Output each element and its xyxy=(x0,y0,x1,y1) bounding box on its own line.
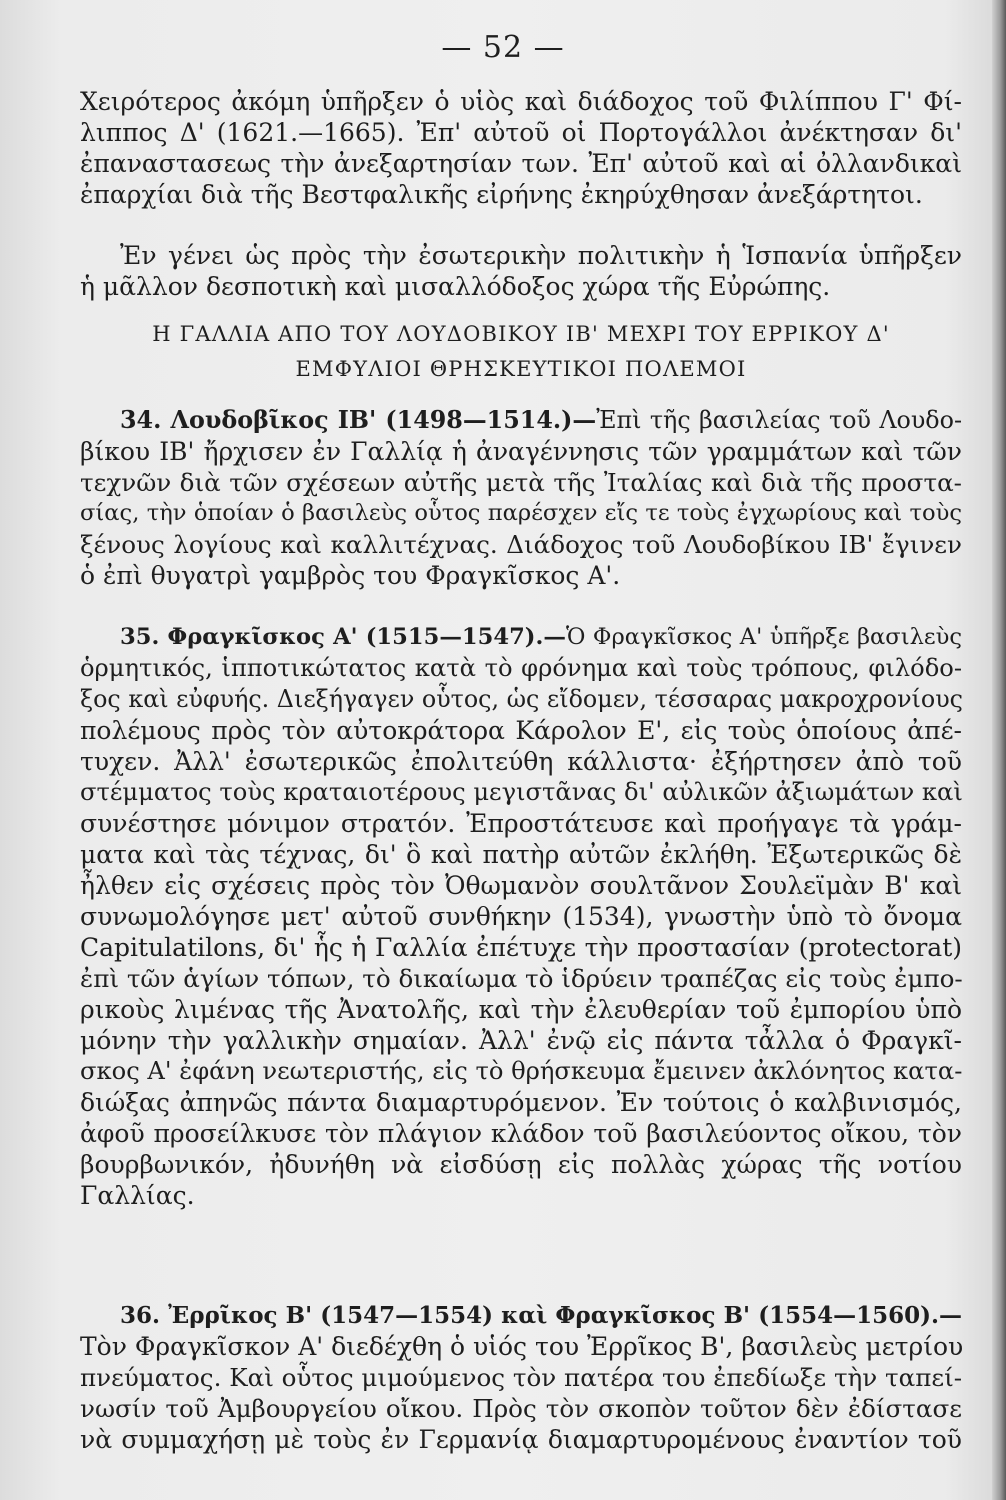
paragraph-spain-summary xyxy=(80,240,962,302)
text-line: Γαλλίας. xyxy=(80,1181,195,1210)
paragraph-philip-iv xyxy=(80,86,962,210)
text-line: βουρβωνικόν, ἠδυνήθη νὰ εἰσδύσῃ εἰς πολλὰς χώρας τῆς νοτίου xyxy=(80,1150,962,1179)
text-line: διώξας ἀπηνῶς πάντα διαμαρτυρόμενον. Ἐν τούτοις ὁ καλβινισμός, xyxy=(80,1088,962,1117)
text-line: πολέμους πρὸς τὸν αὐτοκράτορα Κάρολον Ε', εἰς τοὺς ὁποίους ἀπέ- xyxy=(80,716,962,745)
text-line: ὁ ἐπὶ θυγατρὶ γαμβρὸς του Φραγκῖσκος Α'. xyxy=(80,561,621,590)
text-line: νωσίν τοῦ Ἀμβουργείου οἴκου. Πρὸς τὸν σκοπὸν τοῦτον δὲν ἐδίστασε xyxy=(80,1394,962,1423)
text-line: ἐπὶ τῶν ἁγίων τόπων, τὸ δικαίωμα τὸ ἱδρύειν τραπέζας εἰς τοὺς ἐμπο- xyxy=(80,964,963,993)
chapter-heading-line-2: ΕΜΦΥΛΙΟΙ ΘΡΗΣΚΕΥΤΙΚΟΙ ΠΟΛΕΜΟΙ xyxy=(295,357,747,381)
section-35-first-line xyxy=(80,622,962,653)
text-line: βίκου ΙΒ' ἤρχισεν ἐν Γαλλίᾳ ἡ ἀναγέννησις τῶν γραμμάτων καὶ τῶν xyxy=(80,437,962,466)
section-36-title: 36. Ἐρρῖκος Β' (1547—1554) καὶ Φραγκῖσκος Β' (1554—1560).— xyxy=(120,1302,962,1329)
book-spine-shadow xyxy=(992,0,1006,1500)
text-line: ξος καὶ εὐφυής. Διεξήγαγεν οὗτος, ὡς εἴδομεν, τέσσαρας μακροχρονίους xyxy=(80,685,964,713)
text-line: στέμματος τοὺς κραταιοτέρους μεγιστᾶνας δι' αὐλικῶν ἀξιωμάτων καὶ xyxy=(80,778,963,806)
text-line: Τὸν Φραγκῖσκον Α' διεδέχθη ὁ υἱός του Ἐρρῖκος Β', βασιλεὺς μετρίου xyxy=(80,1332,964,1361)
text-line: ξένους λογίους καὶ καλλιτέχνας. Διάδοχος τοῦ Λουδοβίκου ΙΒ' ἔγινεν xyxy=(80,530,962,559)
text-line: ἡ μᾶλλον δεσποτικὴ καὶ μισαλλόδοξος χώρα τῆς Εὐρώπης. xyxy=(80,272,831,301)
section-34-title: 34. Λουδοβῖκος ΙΒ' (1498—1514.)— xyxy=(120,406,597,434)
text-line: σίας, τὴν ὁποίαν ὁ βασιλεὺς οὗτος παρέσχεν εἴς τε τοὺς ἐγχωρίους καὶ τοὺς xyxy=(80,500,962,526)
text-line: Χειρότερος ἀκόμη ὑπῆρξεν ὁ υἱὸς καὶ διάδοχος τοῦ Φιλίππου Γ' Φί- xyxy=(80,87,962,116)
text-line: ἦλθεν εἰς σχέσεις πρὸς τὸν Ὀθωμανὸν σουλτᾶνον Σουλεϊμὰν Β' καὶ xyxy=(80,871,962,900)
section-36 xyxy=(80,1300,962,1455)
section-34 xyxy=(80,405,962,591)
text-line: συνέστησε μόνιμον στρατόν. Ἐπροστάτευσε καὶ προήγαγε τὰ γράμ- xyxy=(80,809,962,838)
section-35-title: 35. Φραγκῖσκος Α' (1515—1547).— xyxy=(120,624,566,650)
text-line: ρικοὺς λιμένας τῆς Ἀνατολῆς, καὶ τὴν ἐλευθερίαν τοῦ ἐμπορίου ὑπὸ xyxy=(80,995,962,1024)
text-line: πνεύματος. Καὶ οὗτος μιμούμενος τὸν πατέρα του ἐπεδίωξε τὴν ταπεί- xyxy=(80,1363,963,1392)
chapter-heading-line-1: Η ΓΑΛΛΙΑ ΑΠΟ ΤΟΥ ΛΟΥΔΟΒΙΚΟΥ ΙΒ' ΜΕΧΡΙ ΤΟΥ ΕΡΡΙΚΟΥ Δ' xyxy=(152,322,890,346)
text-line: ματα καὶ τὰς τέχνας, δι' ὃ καὶ πατὴρ αὐτῶν ἐκλήθη. Ἐξωτερικῶς δὲ xyxy=(80,840,962,869)
page-number: — 52 — xyxy=(441,30,565,65)
section-35-first-text: Ὁ Φραγκῖσκος Α' ὑπῆρξε βασιλεὺς xyxy=(565,624,962,650)
text-line: ἐπαναστασεως τὴν ἀνεξαρτησίαν των. Ἐπ' αὐτοῦ καὶ αἱ ὀλλανδικαὶ xyxy=(80,149,962,178)
section-35 xyxy=(80,622,962,1211)
text-line: Ἐν γένει ὡς πρὸς τὴν ἐσωτερικὴν πολιτικὴν ἡ Ἱσπανία ὑπῆρξεν xyxy=(120,241,962,270)
text-line: ὁρμητικός, ἱπποτικώτατος κατὰ τὸ φρόνημα καὶ τοὺς τρόπους, φιλόδο- xyxy=(80,654,962,682)
section-36-title-line xyxy=(80,1300,962,1331)
section-34-first-line xyxy=(80,405,962,436)
text-line: τυχεν. Ἀλλ' ἐσωτερικῶς ἐπολιτεύθη κάλλιστα· ἐξήρτησεν ἀπὸ τοῦ xyxy=(80,747,962,776)
text-line: ἀφοῦ προσείλκυσε τὸν πλάγιον κλάδον τοῦ βασιλεύοντος οἴκου, τὸν xyxy=(80,1119,962,1148)
text-line: λιππος Δ' (1621.—1665). Ἐπ' αὐτοῦ οἱ Πορτογάλλοι ἀνέκτησαν δι' xyxy=(80,118,962,147)
text-line: νὰ συμμαχήσῃ μὲ τοὺς ἐν Γερμανίᾳ διαμαρτυρομένους ἐναντίον τοῦ xyxy=(80,1425,962,1454)
text-line: τεχνῶν διὰ τῶν σχέσεων αὐτῆς μετὰ τῆς Ἰταλίας καὶ διὰ τῆς προστα- xyxy=(80,468,962,497)
text-line: ἐπαρχίαι διὰ τῆς Βεστφαλικῆς εἰρήνης ἐκηρύχθησαν ἀνεξάρτητοι. xyxy=(80,180,923,209)
text-line: σκος Α' ἐφάνη νεωτεριστής, εἰς τὸ θρήσκευμα ἔμεινεν ἀκλόνητος κατα- xyxy=(80,1057,963,1085)
section-34-first-text: Ἐπὶ τῆς βασιλείας τοῦ Λουδο- xyxy=(596,406,962,434)
text-line: Capitulatilons, δι' ἧς ἡ Γαλλία ἐπέτυχε τὴν προστασίαν (protectorat) xyxy=(80,933,962,962)
text-line: μόνην τὴν γαλλικὴν σημαίαν. Ἀλλ' ἐνῷ εἰς πάντα τἆλλα ὁ Φραγκῖ- xyxy=(80,1026,962,1055)
text-line: συνωμολόγησε μετ' αὐτοῦ συνθήκην (1534), γνωστὴν ὑπὸ τὸ ὄνομα xyxy=(80,902,962,931)
